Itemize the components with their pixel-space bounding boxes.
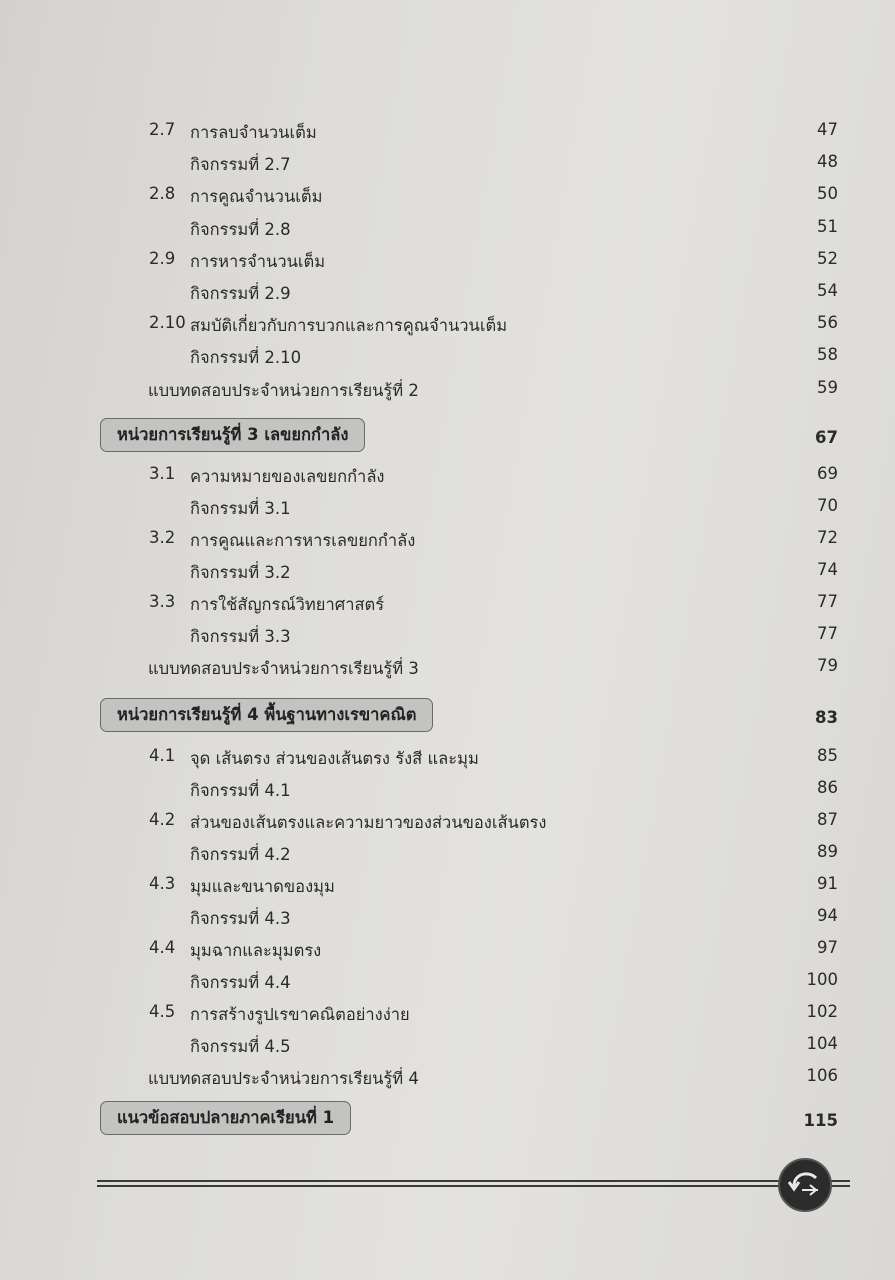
toc-section-row[interactable] [0,249,895,279]
toc-page-number: 70 [817,496,838,515]
toc-activity-row[interactable] [0,656,895,686]
exam-heading[interactable]: แนวข้อสอบปลายภาคเรียนที่ 1 [100,1101,351,1135]
toc-section-number: 2.9 [149,248,176,268]
toc-entry-title: แบบทดสอบประจำหน่วยการเรียนรู้ที่ 4 [148,1069,419,1088]
toc-section-number: 4.1 [149,746,176,765]
toc-activity-row[interactable] [0,624,895,654]
toc-section-number: 4.2 [149,810,176,829]
toc-page-number: 102 [806,1002,838,1021]
toc-page-number: 86 [817,778,838,797]
toc-entry-title: ส่วนของเส้นตรงและความยาวของส่วนของเส้นตรง [190,813,547,832]
toc-section-row[interactable] [0,592,895,622]
toc-page-number: 47 [817,120,838,139]
toc-page-number: 69 [817,464,838,483]
toc-activity-row[interactable] [0,1066,895,1096]
toc-page-number: 58 [817,345,838,365]
toc-activity-row[interactable] [0,152,895,182]
toc-activity-row[interactable] [0,560,895,590]
toc-page-number: 89 [817,842,838,861]
toc-section-number: 4.5 [149,1002,176,1021]
toc-page-number: 94 [817,906,838,925]
toc-activity-row[interactable] [0,906,895,936]
toc-activity-row[interactable] [0,970,895,1000]
toc-entry-title: กิจกรรมที่ 4.1 [190,781,291,800]
toc-page-number: 59 [817,377,838,397]
toc-page-number: 85 [817,746,838,765]
toc-page-number: 91 [817,874,838,893]
toc-entry-title: การใช้สัญกรณ์วิทยาศาสตร์ [190,595,385,614]
toc-activity-row[interactable] [0,281,895,311]
toc-entry-title: กิจกรรมที่ 3.3 [190,627,291,646]
toc-activity-row[interactable] [0,496,895,526]
toc-entry-title: การคูณและการหารเลขยกกำลัง [190,531,416,550]
toc-entry-title: กิจกรรมที่ 2.10 [190,348,302,368]
toc-entry-title: การสร้างรูปเรขาคณิตอย่างง่าย [190,1005,410,1024]
toc-page-number: 104 [806,1034,838,1053]
toc-section-number: 4.4 [149,938,176,957]
toc-section-row[interactable] [0,938,895,968]
toc-page-number: 106 [806,1066,838,1085]
toc-page-number: 51 [817,216,838,236]
toc-page-number: 77 [817,624,838,643]
unit-4-page: 83 [815,708,838,727]
toc-page-number: 87 [817,810,838,829]
toc-section-number: 3.2 [149,528,176,547]
toc-entry-title: กิจกรรมที่ 4.5 [190,1037,291,1056]
toc-page-number: 74 [817,560,838,579]
toc-entry-title: กิจกรรมที่ 2.8 [190,219,291,239]
toc-entry-title: กิจกรรมที่ 2.9 [190,284,291,303]
toc-section-row[interactable] [0,1002,895,1032]
toc-page-number: 97 [817,938,838,957]
toc-entry-title: แบบทดสอบประจำหน่วยการเรียนรู้ที่ 3 [148,659,419,678]
toc-section-row[interactable] [0,528,895,558]
toc-activity-row[interactable] [0,217,895,247]
toc-page-number: 77 [817,592,838,611]
toc-section-number: 4.3 [149,874,176,893]
toc-entry-title: กิจกรรมที่ 3.2 [190,563,291,582]
toc-entry-title: สมบัติเกี่ยวกับการบวกและการคูณจำนวนเต็ม [190,316,508,336]
exam-page: 115 [803,1111,838,1130]
toc-entry-title: แบบทดสอบประจำหน่วยการเรียนรู้ที่ 2 [148,380,419,400]
toc-page-number: 79 [817,656,838,675]
toc-section-number: 3.1 [149,464,176,483]
toc-section-row[interactable] [0,746,895,776]
toc-section-number: 2.10 [149,313,186,333]
toc-activity-row[interactable] [0,345,895,375]
toc-section-number: 2.7 [149,120,176,139]
toc-section-row[interactable] [0,120,895,150]
toc-entry-title: กิจกรรมที่ 2.7 [190,155,291,175]
unit-3-page: 67 [815,428,838,447]
back-arrow-icon[interactable] [778,1158,832,1212]
toc-entry-title: การหารจำนวนเต็ม [190,251,326,271]
toc-section-row[interactable] [0,874,895,904]
toc-section-row[interactable] [0,464,895,494]
toc-entry-title: จุด เส้นตรง ส่วนของเส้นตรง รังสี และมุม [190,749,479,768]
toc-entry-title: กิจกรรมที่ 4.4 [190,973,291,992]
toc-entry-title: มุมและขนาดของมุม [190,877,335,896]
toc-activity-row[interactable] [0,778,895,808]
toc-section-row[interactable] [0,810,895,840]
toc-entry-title: การคูณจำนวนเต็ม [190,187,323,207]
toc-entry-title: มุมฉากและมุมตรง [190,941,322,960]
toc-activity-row[interactable] [0,378,895,408]
toc-page-number: 52 [817,248,838,268]
toc-section-number: 3.3 [149,592,176,611]
toc-page-number: 100 [806,970,838,989]
toc-activity-row[interactable] [0,842,895,872]
toc-section-row[interactable] [0,184,895,214]
footer-rule [97,1180,850,1182]
toc-entry-title: กิจกรรมที่ 3.1 [190,499,291,518]
toc-section-row[interactable] [0,313,895,343]
toc-page-number: 50 [817,184,838,204]
toc-section-number: 2.8 [149,184,176,204]
toc-entry-title: กิจกรรมที่ 4.2 [190,845,291,864]
toc-entry-title: กิจกรรมที่ 4.3 [190,909,291,928]
toc-entry-title: ความหมายของเลขยกกำลัง [190,467,385,486]
toc-page-number: 54 [817,281,838,300]
toc-page-number: 72 [817,528,838,547]
toc-entry-title: การลบจำนวนเต็ม [190,123,317,142]
unit-3-heading[interactable]: หน่วยการเรียนรู้ที่ 3 เลขยกกำลัง [100,418,365,452]
toc-activity-row[interactable] [0,1034,895,1064]
unit-4-heading[interactable]: หน่วยการเรียนรู้ที่ 4 พื้นฐานทางเรขาคณิต [100,698,433,732]
toc-page-number: 48 [817,152,838,172]
toc-page-number: 56 [817,313,838,333]
footer-rule [97,1185,850,1187]
